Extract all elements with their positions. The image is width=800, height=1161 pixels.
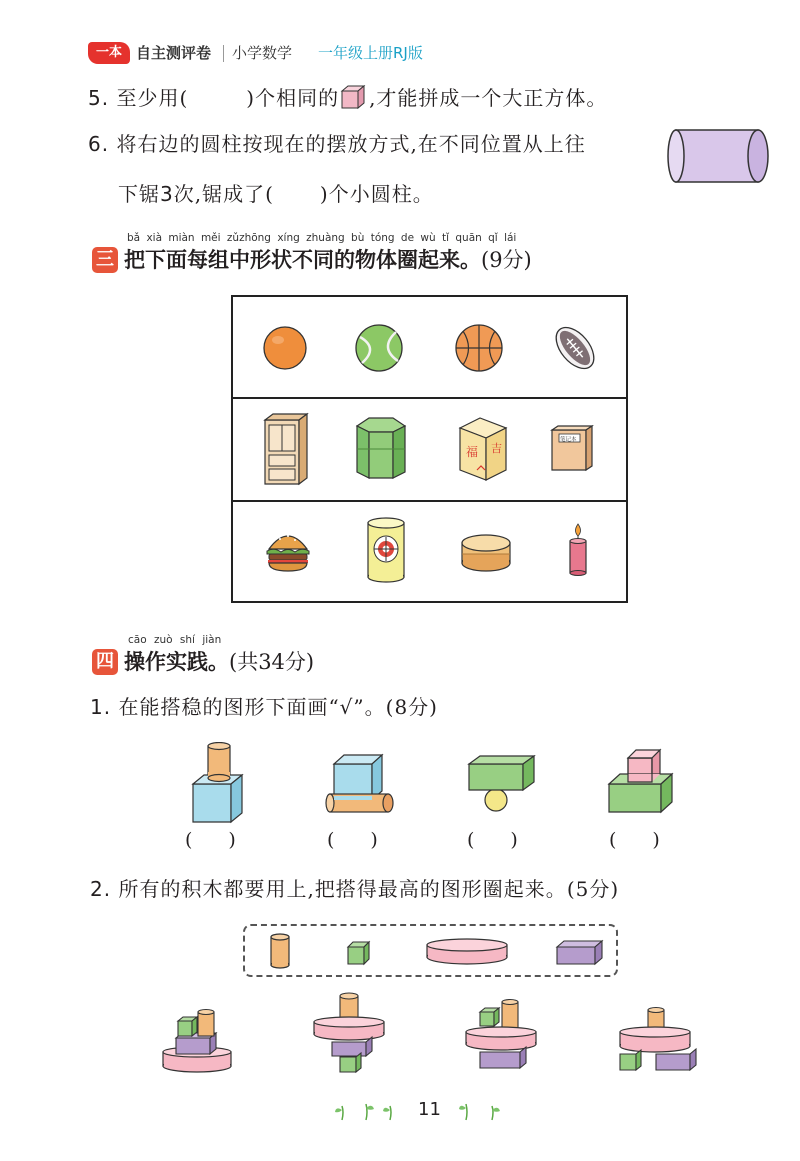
stack-cylinder-on-cube[interactable] (190, 742, 246, 824)
section-score: (共34分) (229, 650, 315, 674)
answer-paren-4[interactable]: ( ) (609, 829, 660, 851)
orange-ball-image[interactable] (262, 325, 308, 371)
hamburger-image[interactable] (264, 527, 312, 573)
question-6-line2 (118, 180, 434, 208)
section4-badge: 四 (92, 649, 118, 675)
grid-divider (233, 500, 626, 502)
block-stack-option-3[interactable] (462, 994, 544, 1074)
question-text: 在能搭稳的图形下面画“√”。 (118, 695, 386, 719)
question-5 (88, 84, 607, 112)
header-divider (223, 45, 224, 62)
block-prism-icon (555, 939, 605, 967)
block-stack-option-1[interactable] (160, 1006, 240, 1074)
header-subject: 小学数学 (232, 44, 293, 62)
candle-image[interactable] (566, 523, 590, 577)
small-cube-icon (339, 84, 369, 110)
section4-question-1 (90, 693, 438, 721)
question-score: (5分) (566, 877, 620, 901)
section-title-text: 操作实践。 (124, 650, 229, 674)
question-text: 至少用( (116, 86, 189, 110)
question-number: 1. (90, 695, 112, 719)
question-text: 下锯 (118, 182, 160, 206)
section4-title (124, 648, 314, 676)
round-cake-image[interactable] (458, 532, 514, 574)
section4-pinyin: cāo zuò shí jiàn (128, 634, 222, 646)
block-stack-option-4[interactable] (614, 1004, 700, 1074)
stack-cube-on-prism[interactable] (606, 744, 676, 816)
block-stack-option-2[interactable] (310, 990, 390, 1074)
question-score: (8分) (385, 695, 438, 719)
brand-logo: 一本 (88, 42, 130, 64)
block-cube-icon (346, 940, 372, 966)
question-6-line1 (88, 130, 586, 158)
question-number: 5. (88, 86, 110, 110)
stack-prism-on-sphere[interactable] (466, 752, 538, 814)
sprout-decoration-icon (456, 1100, 508, 1122)
gift-box-text: 福 (466, 445, 479, 459)
tennis-ball-image[interactable] (354, 323, 404, 373)
section-title-text: 把下面每组中形状不同的物体圈起来。 (124, 248, 481, 272)
grid-divider (233, 397, 626, 399)
section4-question-2 (90, 875, 619, 903)
question-text: 将右边的圆柱按现在的摆放方式,在不同位置从上往 (116, 132, 586, 156)
gift-box-image[interactable] (455, 414, 511, 484)
section3-title (124, 246, 532, 274)
question-number: 2. (90, 877, 112, 901)
question-text: ,才能拼成一个大正方体。 (369, 86, 608, 110)
horizontal-cylinder-image (666, 128, 770, 184)
block-cylinder-icon (268, 932, 292, 970)
basketball-image[interactable] (454, 323, 504, 373)
stack-cube-on-lying-cylinder[interactable] (324, 752, 396, 816)
header-grade: 一年级上册RJ版 (318, 44, 423, 62)
question-text: 次,锯成了( (173, 182, 274, 206)
notebook-label: 笔记本 (560, 437, 577, 443)
section-score: (9分) (481, 248, 532, 272)
hexagonal-box-image[interactable] (353, 414, 409, 482)
page-number: 11 (418, 1099, 441, 1120)
section3-pinyin: bǎ xià miàn měi zǔzhōng xíng zhuàng bù tóng de wù tǐ quān qǐ lái (127, 232, 517, 244)
question-number-inline: 3 (160, 182, 174, 206)
question-number: 6. (88, 132, 110, 156)
question-text: )个小圆柱。 (319, 182, 434, 206)
answer-paren-1[interactable]: ( ) (185, 829, 236, 851)
header-title: 自主测评卷 (136, 44, 212, 62)
answer-paren-3[interactable]: ( ) (467, 829, 518, 851)
question-text: )个相同的 (246, 86, 340, 110)
cabinet-image[interactable] (262, 412, 310, 486)
football-image[interactable] (552, 322, 598, 374)
can-image[interactable] (364, 517, 408, 583)
sprout-decoration-icon (332, 1100, 408, 1122)
section3-badge: 三 (92, 247, 118, 273)
answer-paren-2[interactable]: ( ) (327, 829, 378, 851)
block-disc-icon (424, 937, 510, 967)
notebook-image[interactable] (549, 424, 597, 474)
question-text: 所有的积木都要用上,把搭得最高的图形圈起来。 (118, 877, 567, 901)
svg-text:吉: 吉 (491, 442, 502, 455)
